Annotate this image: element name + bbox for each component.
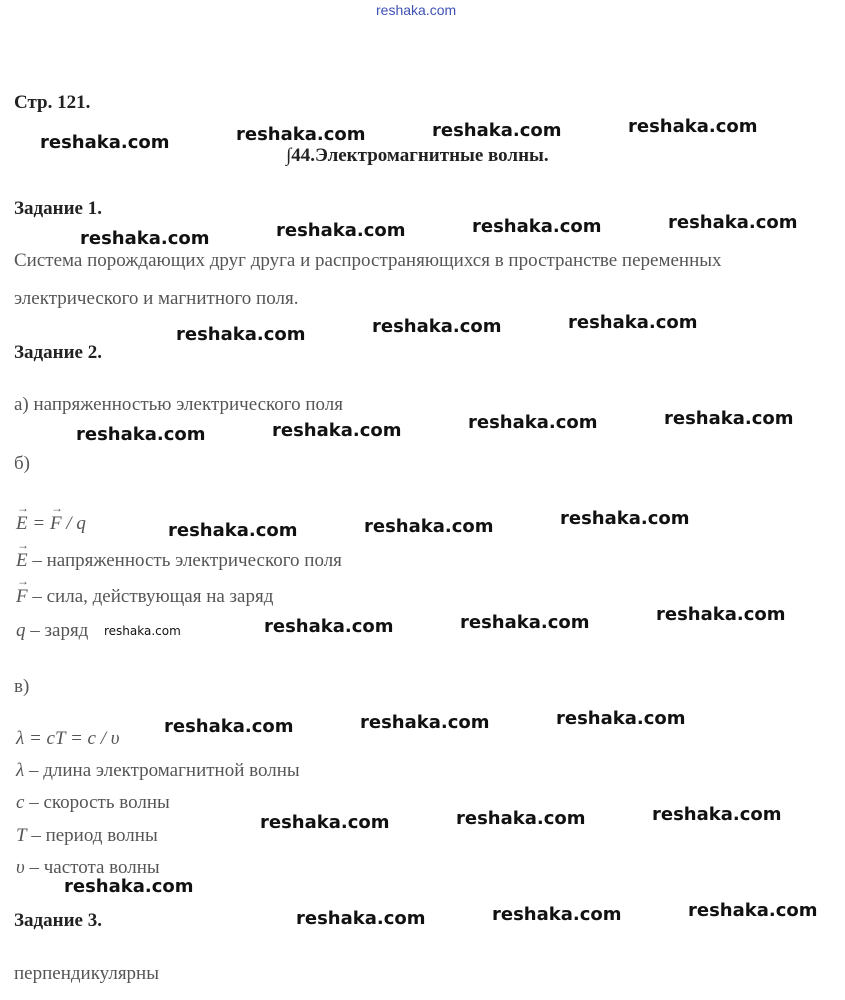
definition-f [16, 586, 273, 608]
formula-lambda: λ = cT = c / υ [16, 728, 120, 749]
task1-line1: Система порождающих друг друга и распространяющихся в пространстве переменных [14, 250, 722, 271]
watermark: reshaka.com [460, 612, 590, 633]
watermark: reshaka.com [236, 124, 366, 145]
task2-heading: Задание 2. [14, 342, 102, 363]
watermark: reshaka.com [296, 908, 426, 929]
watermark: reshaka.com [556, 708, 686, 729]
task2-item-a: а) напряженностью электрического поля [14, 394, 344, 415]
watermark: reshaka.com [628, 116, 758, 137]
vector-f-symbol: → F [50, 513, 62, 535]
definition-lambda-text: – длина электромагнитной волны [28, 760, 300, 781]
watermark: reshaka.com [652, 804, 782, 825]
symbol-c: c [16, 792, 25, 813]
watermark: reshaka.com [364, 516, 494, 537]
watermark: reshaka.com [568, 312, 698, 333]
definition-t-text: – период волны [31, 825, 158, 846]
watermark: reshaka.com [472, 216, 602, 237]
watermark: reshaka.com [264, 616, 394, 637]
definition-e-text: – напряженность электрического поля [32, 550, 342, 571]
site-header[interactable]: reshaka.com [376, 2, 457, 18]
definition-nu-text: – частота волны [29, 857, 160, 878]
definition-c-text: – скорость волны [29, 792, 170, 813]
watermark: reshaka.com [176, 324, 306, 345]
watermark: reshaka.com [276, 220, 406, 241]
watermark: reshaka.com [432, 120, 562, 141]
symbol-q: q [16, 620, 26, 641]
watermark: reshaka.com [656, 604, 786, 625]
task3-answer: перпендикулярны [14, 963, 159, 984]
task3-heading: Задание 3. [14, 910, 102, 931]
watermark: reshaka.com [260, 812, 390, 833]
symbol-lambda: λ [16, 760, 25, 781]
watermark: reshaka.com [272, 420, 402, 441]
task2-label-v: в) [14, 676, 30, 697]
watermark: reshaka.com [372, 316, 502, 337]
watermark: reshaka.com [468, 412, 598, 433]
symbol-nu: υ [16, 857, 25, 878]
definition-q [16, 620, 88, 642]
symbol-f: → F [16, 586, 28, 608]
formula-e-equals-f-over-q: → E = → F / q [16, 513, 86, 535]
page-reference: Стр. 121. [14, 92, 91, 113]
watermark: reshaka.com [80, 228, 210, 249]
watermark: reshaka.com [688, 900, 818, 921]
vector-e-symbol: → E [16, 513, 28, 535]
watermark: reshaka.com [664, 408, 794, 429]
watermark: reshaka.com [64, 876, 194, 897]
definition-q-text: – заряд [30, 620, 89, 641]
symbol-t: T [16, 825, 27, 846]
watermark: reshaka.com [492, 904, 622, 925]
section-title: ∫44.Электромагнитные волны. [286, 145, 549, 166]
watermark: reshaka.com [168, 520, 298, 541]
watermark: reshaka.com [668, 212, 798, 233]
definition-e [16, 550, 342, 572]
definition-lambda [16, 760, 300, 782]
task1-heading: Задание 1. [14, 198, 102, 219]
watermark: reshaka.com [360, 712, 490, 733]
definition-f-text: – сила, действующая на заряд [32, 586, 274, 607]
task2-label-b: б) [14, 453, 30, 474]
symbol-e: → E [16, 550, 28, 572]
watermark-small: reshaka.com [104, 624, 181, 638]
watermark: reshaka.com [76, 424, 206, 445]
task1-line2: электрического и магнитного поля. [14, 288, 299, 309]
definition-c [16, 792, 170, 814]
watermark: reshaka.com [560, 508, 690, 529]
watermark: reshaka.com [456, 808, 586, 829]
watermark: reshaka.com [40, 132, 170, 153]
watermark: reshaka.com [164, 716, 294, 737]
definition-t [16, 825, 158, 847]
